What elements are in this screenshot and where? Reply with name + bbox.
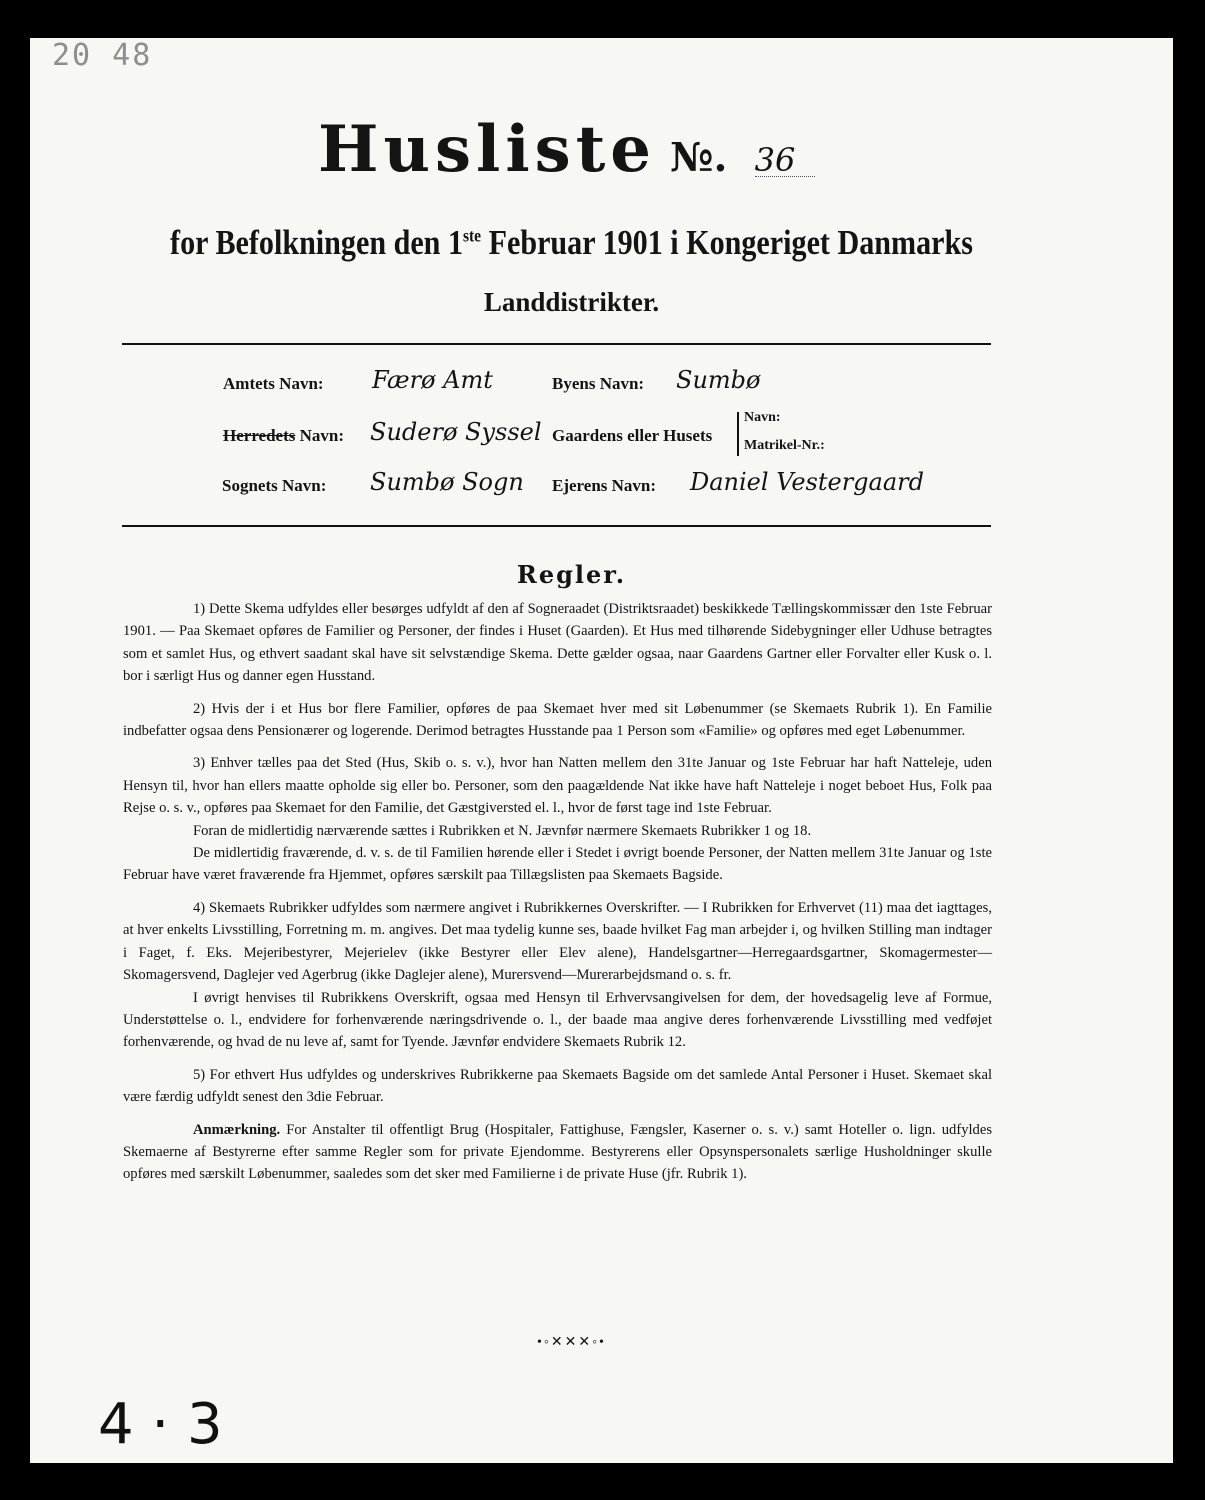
note-label: Anmærkning.: [193, 1121, 281, 1138]
rule-4: 4) Skemaets Rubrikker udfyldes som nærmere angivet i Rubrikkernes Overskrifter. — I Rubrikken for Erhvervet (11) maa det iagttages, at hver enkelts Livsstilling, Forretning m. m. angives. Det maa tydelig kunne ses, baade hvilket Fag man arbejder i, og hvilken Stilling man indtager i Faget, f. Eks. Mejeribestyrer, Mejerielev (ikke Bestyrer eller Elev alene), Handelsgartner—Herregaardsgartner, Skomagermester—Skomagersvend, Daglejer ved Agerbrug (ikke Daglejer alene), Murersvend—Murerarbejdsmand o. s. fr.: [123, 899, 992, 984]
ejer-label: Ejerens Navn:: [552, 476, 657, 495]
rule-5: 5) For ethvert Hus udfyldes og underskrives Rubrikkerne paa Skemaets Bagside om det samlede Antal Personer i Huset. Skemaet skal være færdig udfyldt senest den 3die Februar.: [123, 1066, 992, 1106]
fields-divider: [122, 525, 991, 527]
rule-3-absent: De midlertidig fraværende, d. v. s. de til Familien hørende eller i Stedet i øvrigt boende Personer, der Natten mellem 31te Januar og 1ste Februar have været fraværende fra Hjemmet, opføres særskilt paa Tillægslisten paa Skemaets Bagside.: [123, 845, 992, 884]
rule-note: [123, 1119, 992, 1186]
form-subtitle: [80, 223, 1063, 263]
rule-3-present: Foran de midlertidig nærværende sættes i Rubrikken et N. Jævnfør nærmere Skemaets Rubrikker 1 og 18.: [193, 822, 812, 839]
rules-body: [123, 598, 992, 1196]
form-title: [318, 112, 815, 187]
herred-value: Suderø Syssel: [370, 418, 542, 446]
gaard-label: Gaardens eller Husets: [552, 426, 713, 445]
title-main: Husliste: [318, 112, 656, 187]
subtitle-part-2: Februar 1901 i Kongeriget Danmarks: [481, 223, 973, 262]
herred-label-struck: Herredets: [223, 426, 296, 445]
subtitle-superscript: ste: [463, 225, 482, 246]
gaard-navn-label: Navn:: [744, 410, 781, 425]
rule-1: 1) Dette Skema udfyldes eller besørges udfyldt af den af Sogneraadet (Distriktsraadet) beskikkede Tællingskommissær den 1ste Februar 1901. — Paa Skemaet opføres de Familier og Personer, der findes i Huset (Gaarden). Et Hus med tilhørende Sidebygninger eller Udhuse betragtes som et samlet Hus, og ethvert saadant skal have sit selvstændige Skema. Dette gælder ogsaa, naar Gaardens Gartner eller Forvalter eller Kusk o. l. bor i særligt Hus og danner egen Husstand.: [123, 601, 992, 685]
ejer-value: Daniel Vestergaard: [690, 468, 924, 496]
by-value: Sumbø: [676, 366, 761, 394]
number-sign: №.: [669, 134, 728, 181]
note-text: For Anstalter til offentligt Brug (Hospitaler, Fattighuse, Fængsler, Kaserner o. s. v.) samt Hoteller o. lign. udfyldes Skemaerne af Bestyrerne efter samme Regler som for private Ejendomme. Bestyrerens eller Opsynspersonalets særlige Husholdninger skulle opføres med særskilt Løbenummer, saaledes som det sker med Familierne i de private Huse (jfr. Rubrik 1).: [123, 1121, 992, 1183]
ornament-divider: •◦✕✕✕◦•: [537, 1335, 606, 1350]
form-district-type: Landdistrikter.: [483, 287, 660, 317]
sogn-label: Sognets Navn:: [222, 476, 327, 495]
amt-value: Færø Amt: [372, 366, 493, 394]
bottom-handwritten-number: 4 · 3: [98, 1392, 223, 1457]
amt-label: Amtets Navn:: [223, 374, 324, 393]
by-label: Byens Navn:: [552, 374, 645, 393]
rules-heading: Regler.: [516, 560, 627, 589]
gaard-matrikel-label: Matrikel-Nr.:: [744, 438, 825, 453]
list-number-handwritten: 36: [755, 144, 815, 177]
rule-3: 3) Enhver tælles paa det Sted (Hus, Skib o. s. v.), hvor han Natten mellem den 31te Januar og 1ste Februar har haft Natteleje, uden Hensyn til, hvor han ellers maatte opholde sig eller bo. Personer, som den paagældende Nat ikke have haft Natteleje i noget beboet Hus, Folk paa Rejse o. s. v., opføres paa Skemaet for den Familie, det Gæstgiversted el. l., hvor de først tage ind 1ste Februar.: [123, 755, 992, 817]
sogn-value: Sumbø Sogn: [370, 468, 524, 496]
corner-archive-marks: 20 48: [52, 38, 153, 73]
gaard-brace: [737, 412, 739, 456]
herred-label: [223, 426, 344, 446]
top-divider: [122, 343, 991, 345]
rule-2: 2) Hvis der i et Hus bor flere Familier, opføres de paa Skemaet hver med sit Løbenummer (se Skemaets Rubrik 1). En Familie indbefatter ogsaa dens Pensionærer og logerende. Derimod betragtes Husstande paa 1 Person som «Familie» og opføres med eget Løbenummer.: [123, 700, 992, 740]
subtitle-part-1: for Befolkningen den 1: [170, 223, 464, 262]
herred-label-rest: Navn:: [295, 426, 345, 445]
rule-4-further: I øvrigt henvises til Rubrikkens Overskrift, ogsaa med Hensyn til Erhvervsangivelsen for dem, der hovedsagelig leve af Formue, Understøttelse o. l., endvidere for forhenværende næringsdrivende o. l., der baade maa angive deres forhenværende Livsstilling med vedføjet forhenværende, og hvad de nu leve af, samt for Tyende. Jævnfør endvidere Skemaets Rubrik 12.: [123, 989, 992, 1051]
